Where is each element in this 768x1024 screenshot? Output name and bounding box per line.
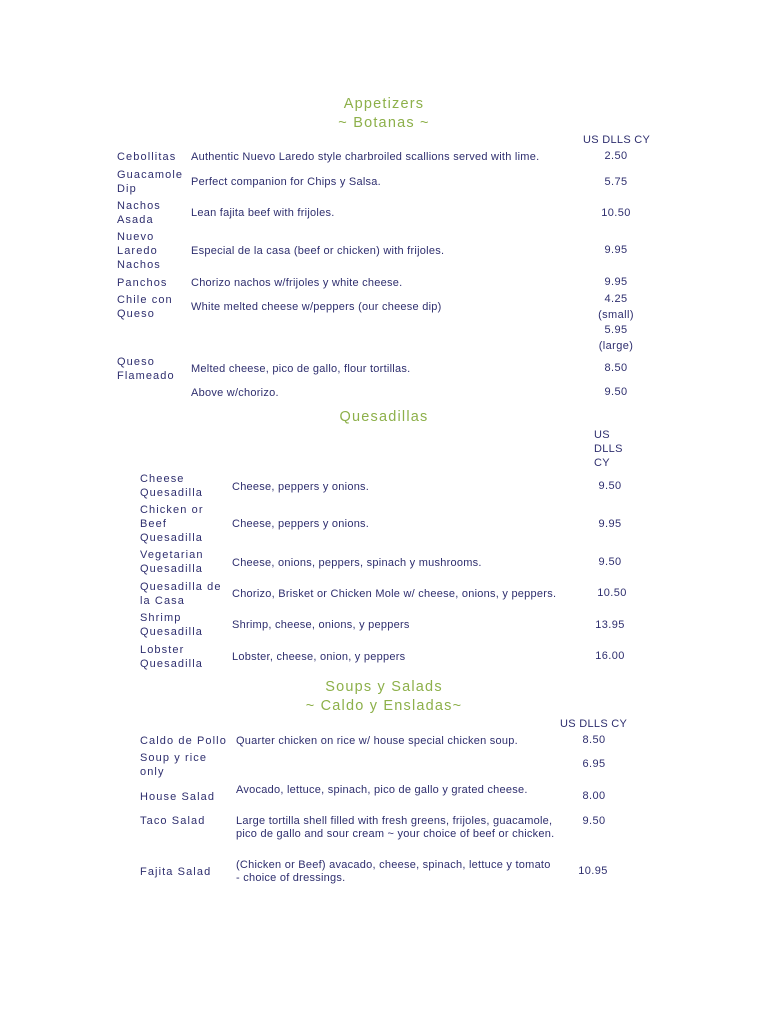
menu-item-price: 6.95 [582, 758, 606, 770]
menu-item-description: Cheese, peppers y onions. [232, 518, 370, 530]
menu-item-price: 9.50 [598, 480, 622, 492]
menu-item-price: 8.50 [582, 734, 606, 746]
menu-item-description: Lean fajita beef with frijoles. [191, 207, 335, 219]
menu-item-name: House Salad [140, 791, 216, 803]
menu-item-description: Cheese, peppers y onions. [232, 481, 370, 493]
menu-item-name: Quesadilla de la Casa [140, 581, 222, 607]
price-column-header: US DLLS CY [594, 429, 623, 469]
menu-item-name: Queso Flameado [117, 356, 175, 382]
menu-item-name: Chicken or Beef Quesadilla [140, 504, 204, 544]
price-column-header: US DLLS CY [560, 718, 628, 730]
menu-item-name: Cheese Quesadilla [140, 473, 203, 499]
section-subtitle-botanas: ~ Botanas ~ [338, 115, 430, 131]
menu-item-name: Soup y rice only [140, 752, 208, 778]
menu-item-name: Nachos Asada [117, 200, 161, 226]
menu-item-name: Cebollitas [117, 151, 177, 163]
menu-item-description: Chorizo, Brisket or Chicken Mole w/ cheese, onions, y peppers. [232, 588, 557, 600]
menu-item-name: Nuevo Laredo Nachos [117, 231, 161, 271]
menu-item-description: Authentic Nuevo Laredo style charbroiled scallions served with lime. [191, 151, 540, 163]
menu-item-price: 2.50 [604, 150, 628, 162]
price-column-header: US DLLS CY [583, 134, 651, 146]
menu-item-price: 8.00 [582, 790, 606, 802]
menu-item-price: 5.75 [604, 176, 628, 188]
menu-item-name: Shrimp Quesadilla [140, 612, 203, 638]
menu-item-price: 13.95 [595, 619, 625, 631]
menu-item-price: 9.50 [604, 386, 628, 398]
menu-item-name: Caldo de Pollo [140, 735, 227, 747]
menu-item-description: Perfect companion for Chips y Salsa. [191, 176, 381, 188]
menu-item-description: Avocado, lettuce, spinach, pico de gallo y grated cheese. [236, 784, 528, 796]
menu-item-name: Taco Salad [140, 815, 206, 827]
menu-item-name: Lobster Quesadilla [140, 644, 203, 670]
menu-item-name: Panchos [117, 277, 168, 289]
menu-item-description: Melted cheese, pico de gallo, flour tortillas. [191, 363, 411, 375]
menu-item-name: Fajita Salad [140, 866, 212, 878]
menu-item-description: Above w/chorizo. [191, 387, 279, 399]
menu-item-price-large: 5.95 (large) [598, 324, 634, 352]
menu-item-price: 8.50 [604, 362, 628, 374]
menu-item-name: Vegetarian Quesadilla [140, 549, 204, 575]
menu-item-description: Shrimp, cheese, onions, y peppers [232, 619, 410, 631]
menu-item-price: 4.25 (small) [598, 293, 634, 321]
menu-item-price: 16.00 [595, 650, 625, 662]
menu-item-price: 9.95 [604, 244, 628, 256]
menu-item-description: Lobster, cheese, onion, y peppers [232, 651, 406, 663]
menu-item-price: 10.50 [601, 207, 631, 219]
menu-item-price: 10.50 [597, 587, 627, 599]
menu-item-name: Guacamole Dip [117, 169, 184, 195]
menu-item-description: (Chicken or Beef) avacado, cheese, spinach, lettuce y tomato - choice of dressings. [236, 859, 551, 884]
section-subtitle-caldo: ~ Caldo y Ensladas~ [305, 698, 463, 714]
menu-item-price: 9.50 [582, 815, 606, 827]
menu-item-price: 9.95 [598, 518, 622, 530]
menu-item-description: Chorizo nachos w/frijoles y white cheese. [191, 277, 403, 289]
menu-item-description: Large tortilla shell filled with fresh greens, frijoles, guacamole, pico de gallo and sour cream ~ your choice of beef or chicken. [236, 815, 555, 840]
section-title-soups: Soups y Salads [325, 679, 443, 695]
menu-item-description: White melted cheese w/peppers (our cheese dip) [191, 301, 442, 313]
menu-item-description: Cheese, onions, peppers, spinach y mushrooms. [232, 557, 482, 569]
menu-item-description: Quarter chicken on rice w/ house special chicken soup. [236, 735, 518, 747]
menu-item-price: 9.50 [598, 556, 622, 568]
menu-item-description: Especial de la casa (beef or chicken) with frijoles. [191, 245, 445, 257]
section-title-quesadillas: Quesadillas [339, 409, 429, 425]
section-title-appetizers: Appetizers [343, 96, 425, 112]
menu-item-name: Chile con Queso [117, 294, 173, 320]
menu-item-price: 10.95 [578, 865, 608, 877]
menu-item-price: 9.95 [604, 276, 628, 288]
